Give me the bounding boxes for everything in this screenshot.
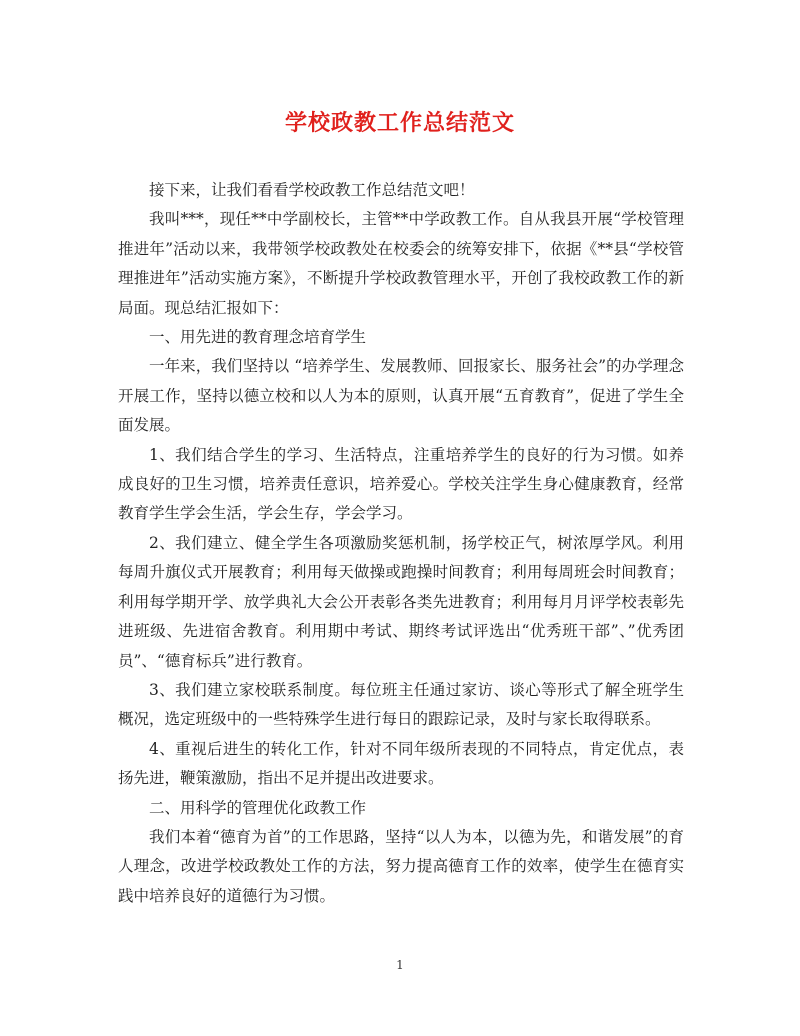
document-title: 学校政教工作总结范文	[284, 110, 515, 136]
section-heading-2: 二、用科学的管理优化政教工作	[149, 798, 367, 817]
page-number: 1	[396, 958, 404, 972]
document-body	[118, 176, 684, 911]
paragraph-item-4: 4、重视后进生的转化工作，针对不同年级所表现的不同特点，肯定优点，表扬先进，鞭策激励，指出不足并提出改进要求。	[118, 739, 684, 788]
paragraph-item-3: 3、我们建立家校联系制度。每位班主任通过家访、谈心等形式了解全班学生概况，选定班级中的一些特殊学生进行每日的跟踪记录，及时与家长取得联系。	[118, 680, 684, 729]
paragraph-education-concept: 一年来，我们坚持以 “培养学生、发展教师、回报家长、服务社会”的办学理念开展工作，坚持以德立校和以人为本的原则，认真开展“五育教育”，促进了学生全面发展。	[118, 357, 684, 435]
paragraph-intro: 接下来，让我们看看学校政教工作总结范文吧！	[149, 181, 475, 199]
section-heading-1: 一、用先进的教育理念培育学生	[149, 328, 367, 347]
paragraph-self-introduction: 我叫***，现任**中学副校长，主管**中学政教工作。自从我县开展“学校管理推进年”活动以来，我带领学校政教处在校委会的统筹安排下，依据《**县“学校管理推进年”活动实施方案》，不断提升学校政教管理水平，开创了我校政教工作的新局面。现总结汇报如下：	[118, 210, 684, 317]
paragraph-item-2: 2、我们建立、健全学生各项激励奖惩机制，扬学校正气，树浓厚学风。利用每周升旗仪式开展教育；利用每天做操或跑操时间教育；利用每周班会时间教育；利用每学期开学、放学典礼大会公开表彰各类先进教育；利用每月月评学校表彰先进班级、先进宿舍教育。利用期中考试、期终考试评选出“优秀班干部”、”优秀团员”、“德育标兵”进行教育。	[118, 533, 684, 670]
paragraph-item-1: 1、我们结合学生的学习、生活特点，注重培养学生的良好的行为习惯。如养成良好的卫生习惯，培养责任意识，培养爱心。学校关注学生身心健康教育，经常教育学生学会生活，学会生存，学会学习。	[118, 445, 684, 523]
paragraph-management: 我们本着“德育为首”的工作思路，坚持“以人为本，以德为先，和谐发展”的育人理念，改进学校政教处工作的方法，努力提高德育工作的效率，使学生在德育实践中培养良好的道德行为习惯。	[118, 827, 684, 905]
